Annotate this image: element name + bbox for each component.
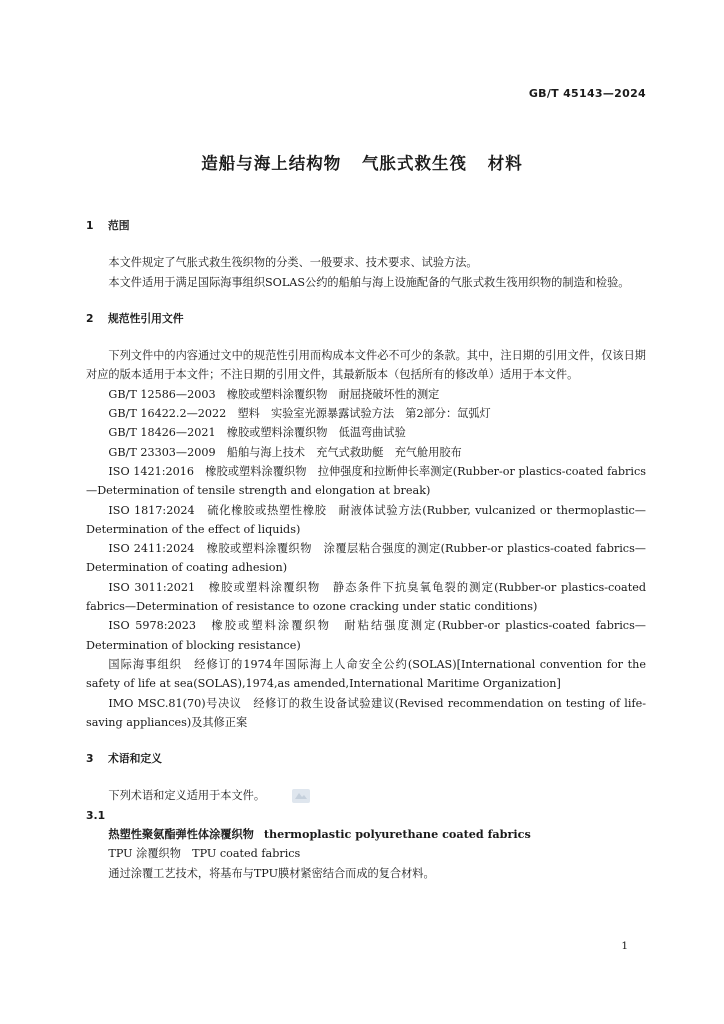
section-title: 范围 — [108, 219, 130, 232]
standard-number: GB/T 45143—2024 — [528, 87, 646, 100]
reference-item: ISO 2411:2024 橡胶或塑料涂覆织物 涂覆层粘合强度的测定(Rubber-or plastics-coated fabrics—Determination of coating adhesion) — [86, 542, 646, 575]
reference-item: IMO MSC.81(70)号决议 经修订的救生设备试验建议(Revised recommendation on testing of life-saving appliances)及其修正案 — [86, 696, 646, 729]
reference-item: ISO 3011:2021 橡胶或塑料涂覆织物 静态条件下抗臭氧龟裂的测定(Rubber-or plastics-coated fabrics—Determination of resistance to ozone cracking under static conditions) — [86, 580, 646, 614]
term-alternative: TPU 涂覆织物 TPU coated fabrics — [108, 847, 301, 861]
section-3-heading — [86, 749, 646, 768]
references-intro: 下列文件中的内容通过文中的规范性引用而构成本文件必不可少的条款。其中，注日期的引用文件，仅该日期对应的版本适用于本文件；不注日期的引用文件，其最新版本（包括所有的修改单）适用于本文件。 — [86, 349, 646, 382]
section-number: 2 — [86, 311, 94, 325]
term-heading — [86, 825, 646, 844]
reference-item: ISO 1817:2024 硫化橡胶或热塑性橡胶 耐液体试验方法(Rubber, vulcanized or thermoplastic—Determination of the effect of liquids) — [86, 503, 646, 536]
reference-item: GB/T 23303—2009 船舶与海上技术 充气式救助艇 充气舱用胶布 — [108, 445, 462, 459]
scope-paragraph-1: 本文件规定了气胀式救生筏织物的分类、一般要求、技术要求、试验方法。 — [108, 256, 478, 270]
reference-item: ISO 5978:2023 橡胶或塑料涂覆织物 耐粘结强度测定(Rubber-or plastics-coated fabrics—Determination of blocking resistance) — [86, 619, 646, 652]
section-number: 3 — [86, 752, 94, 766]
term-definition: 通过涂覆工艺技术，将基布与TPU膜材紧密结合而成的复合材料。 — [108, 866, 435, 880]
section-number: 1 — [86, 219, 94, 232]
document-body — [86, 216, 646, 883]
reference-item: 国际海事组织 经修订的1974年国际海上人命安全公约(SOLAS)[International convention for the safety of life at sea(SOLAS),1974,as amended,International Maritime Organization] — [86, 657, 646, 691]
section-title: 规范性引用文件 — [108, 311, 184, 325]
term-english: thermoplastic polyurethane coated fabrics — [263, 827, 531, 842]
document-title: 造船与海上结构物 气胀式救生筏 材料 — [201, 154, 523, 173]
term-number: 3.1 — [86, 808, 106, 822]
terms-intro-text: 下列术语和定义适用于本文件。 — [108, 789, 266, 803]
reference-item: GB/T 12586—2003 橡胶或塑料涂覆织物 耐屈挠破坏性的测定 — [108, 387, 440, 401]
reference-item: GB/T 16422.2—2022 塑料 实验室光源暴露试验方法 第2部分：氙弧灯 — [108, 407, 491, 421]
term-chinese: 热塑性聚氨酯弹性体涂覆织物 — [108, 828, 254, 842]
page-number: 1 — [621, 940, 628, 952]
section-2-heading — [86, 309, 646, 328]
reference-item: GB/T 18426—2021 橡胶或塑料涂覆织物 低温弯曲试验 — [108, 426, 406, 440]
section-title: 术语和定义 — [108, 752, 162, 766]
section-1-heading — [86, 216, 646, 235]
scope-paragraph-2: 本文件适用于满足国际海事组织SOLAS公约的船舶与海上设施配备的气胀式救生筏用织物的制造和检验。 — [108, 275, 630, 289]
reference-item: ISO 1421:2016 橡胶或塑料涂覆织物 拉伸强度和拉断伸长率测定(Rubber-or plastics-coated fabrics—Determination of tensile strength and elongation at break) — [86, 464, 646, 498]
terms-intro — [86, 786, 646, 805]
watermark-logo-icon — [269, 787, 289, 805]
